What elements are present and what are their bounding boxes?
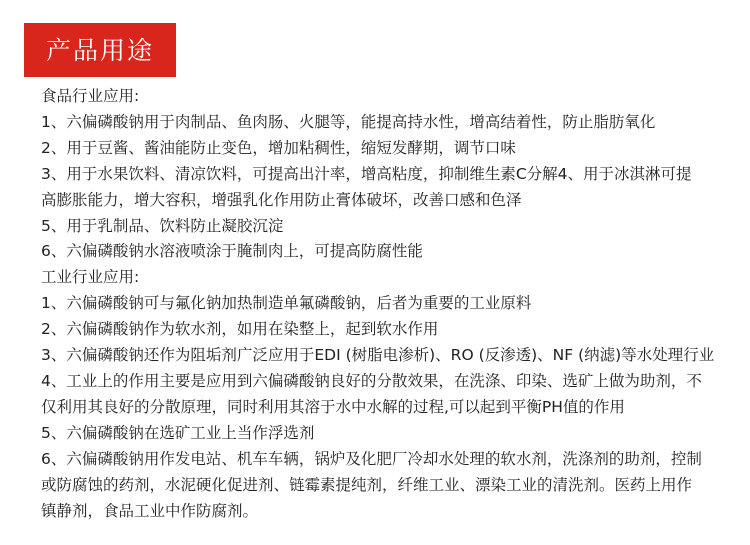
industry-item-4-line-2: 仅利用其良好的分散原理，同时利用其溶于水中水解的过程,可以起到平衡PH值的作用: [41, 397, 625, 416]
food-item-2-line-1: 2、用于豆酱、酱油能防止变色，增加粘稠性，缩短发酵期，调节口味: [41, 138, 516, 157]
food-item-5: [41, 214, 731, 240]
industry-item-6: [41, 447, 731, 525]
industry-item-1-line-1: 1、六偏磷酸钠可与氟化钠加热制造单氟磷酸钠，后者为重要的工业原料: [41, 294, 532, 313]
usage-content: [41, 84, 731, 524]
food-item-1-line-1: 1、六偏磷酸钠用于肉制品、鱼肉肠、火腿等，能提高持水性，增高结着性，防止脂肪氧化: [41, 112, 656, 131]
industry-item-3: [41, 343, 731, 369]
food-item-1: [41, 110, 731, 136]
industry-item-4-line-1: 4、工业上的作用主要是应用到六偏磷酸钠良好的分散效果，在洗涤、印染、选矿上做为助剂，不: [41, 371, 702, 390]
industry-item-6-line-3: 镇静剂，食品工业中作防腐剂。: [41, 501, 259, 520]
section-title-badge: [24, 23, 176, 77]
industry-item-5-line-1: 5、六偏磷酸钠在选矿工业上当作浮选剂: [41, 423, 315, 442]
food-item-5-line-1: 5、用于乳制品、饮料防止凝胶沉淀: [41, 216, 284, 235]
food-item-6: [41, 239, 731, 265]
industry-item-1: [41, 291, 731, 317]
food-heading: 食品行业应用:: [41, 87, 140, 105]
food-item-3-line-2: 高膨胀能力，增大容积，增强乳化作用防止膏体破坏，改善口感和色泽: [41, 190, 522, 209]
food-item-6-line-1: 6、六偏磷酸钠水溶液喷涂于腌制肉上，可提高防腐性能: [41, 242, 423, 261]
section-title: 产品用途: [45, 35, 154, 65]
industry-item-4: [41, 369, 731, 421]
industry-item-6-line-2: 或防腐蚀的药剂，水泥硬化促进剂、链霉素提纯剂，纤维工业、漂染工业的清洗剂。医药上用作: [41, 475, 693, 494]
food-item-2: [41, 136, 731, 162]
industry-item-3-line-1: 3、六偏磷酸钠还作为阻垢剂广泛应用于EDI (树脂电渗析)、RO (反渗透)、NF (纳滤)等水处理行业: [41, 346, 715, 365]
food-item-3-line-1: 3、用于水果饮料、清凉饮料，可提高出汁率，增高粘度，抑制维生素C分解4、用于冰淇淋可提: [41, 164, 692, 183]
industry-item-2-line-1: 2、六偏磷酸钠作为软水剂，如用在染整上，起到软水作用: [41, 320, 439, 339]
industry-item-5: [41, 421, 731, 447]
food-item-3: [41, 162, 731, 214]
industry-item-6-line-1: 6、六偏磷酸钠用作发电站、机车车辆，锅炉及化肥厂冷却水处理的软水剂，洗涤剂的助剂，控制: [41, 449, 702, 468]
industry-heading: 工业行业应用:: [41, 268, 140, 287]
industry-item-2: [41, 317, 731, 343]
